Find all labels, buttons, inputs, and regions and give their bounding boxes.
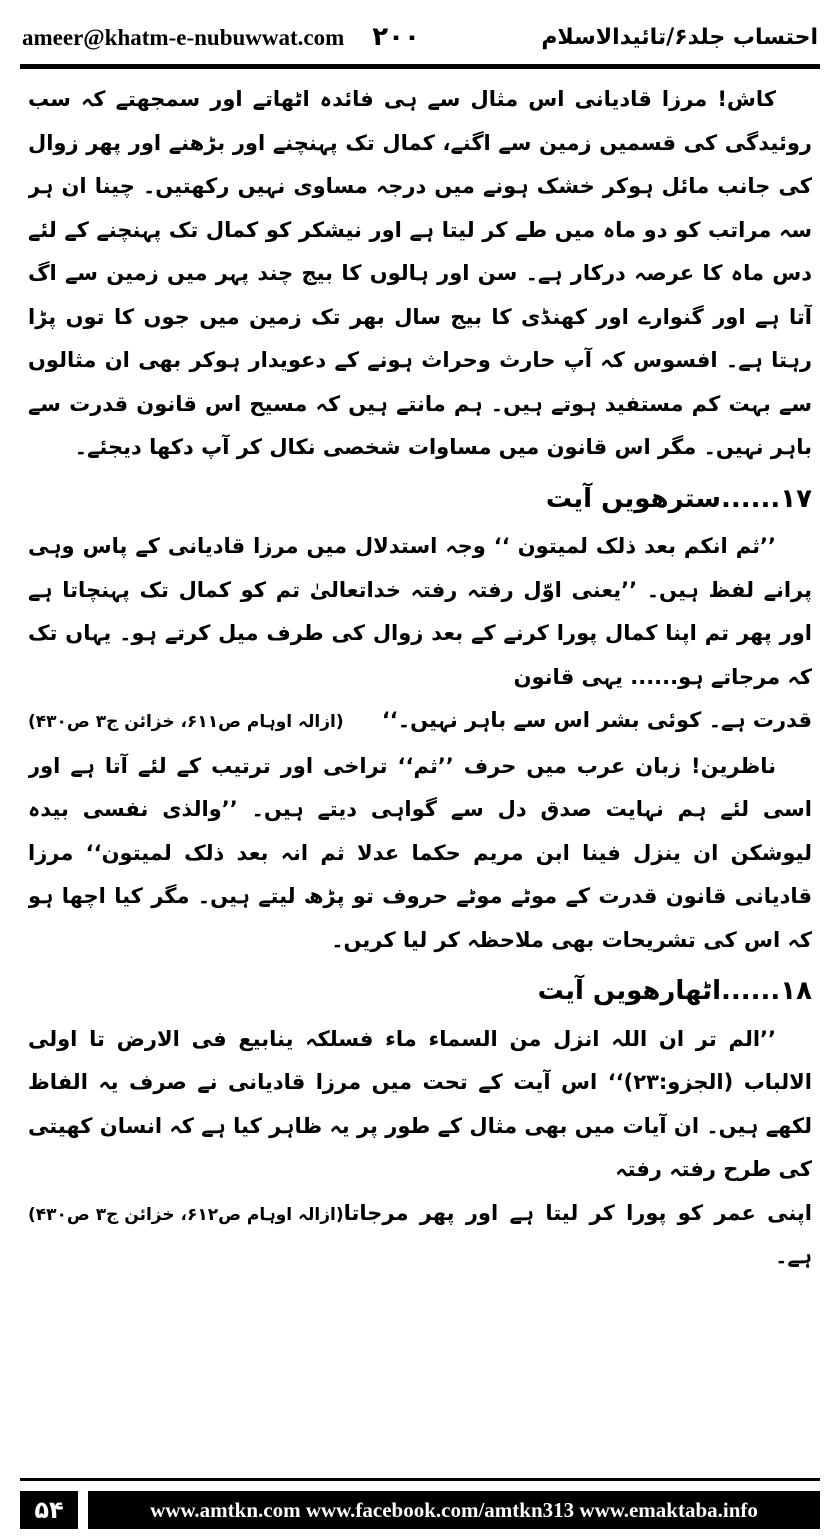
running-title: احتساب جلد۶/تائیدالاسلام — [541, 24, 818, 50]
paragraph-2-closing-line — [28, 699, 812, 745]
paragraph-3: ناظرین! زبان عرب میں حرف ’’ثم‘‘ تراخی اور ترتیب کے لئے آتا ہے اور اسی لئے ہم نہایت صدق دل سے گواہی دیتے ہیں۔ ’’والذی نفسی بیدہ لیوشکن ان ینزل فینا ابن مریم حکما عدلا ثم انہ بعد ذلک لمیتون‘‘ مرزا قادیانی قانون قدرت کے موٹے موٹے حروف تو پڑھ لیتے ہیں۔ مگر کیا اچھا ہو کہ اس کی تشریحات بھی ملاحظہ کر لیا کریں۔ — [28, 753, 812, 952]
page-header — [22, 14, 818, 60]
section-heading-17: ۱۷......سترھویں آیت — [545, 483, 812, 514]
page-body — [28, 78, 812, 1456]
citation-2: (ازالہ اوہام ص۶۱۲، خزائن ج۳ ص۴۳۰) — [28, 1204, 344, 1225]
paragraph-2-last: قدرت ہے۔ کوئی بشر اس سے باہر نہیں۔‘‘ — [381, 708, 812, 732]
header-page-number: ۲۰۰ — [372, 22, 420, 52]
paragraph-4-last: اپنی عمر کو پورا کر لیتا ہے اور پھر مرجاتا ہے۔ — [343, 1200, 812, 1268]
paragraph-1: کاش! مرزا قادیانی اس مثال سے ہی فائدہ اٹھاتے اور سمجھتے کہ سب روئیدگی کی قسمیں زمین سے اگنے، کمال تک پہنچنے اور بڑھنے اور پھر زوال کی جانب مائل ہوکر خشک ہونے میں درجہ مساوی نہیں رکھتیں۔ چینا ان ہر سہ مراتب کو دو ماہ میں طے کر لیتا ہے اور نیشکر کو کمال تک پہنچنے کے لئے دس ماہ کا عرصہ درکار ہے۔ سن اور ہالوں کا بیج چند پہر میں زمین سے اگ آتا ہے اور گنوارے اور کھنڈی کا بیج سال بھر تک زمین میں جوں کا توں پڑا رہتا ہے۔ افسوس کہ آپ حارث وحراث ہونے کے دعویدار ہوکر بھی ان مثالوں سے بہت کم مستفید ہوتے ہیں۔ ہم مانتے ہیں کہ مسیح اس قانون قدرت سے باہر نہیں۔ مگر اس قانون میں مساوات شخصی نکال کر آپ دکھا دیجئے۔ — [28, 87, 812, 459]
paragraph-4-closing-line — [28, 1192, 812, 1279]
header-left — [22, 22, 420, 52]
footer-links: www.amtkn.com www.facebook.com/amtkn313 www.emaktaba.info — [88, 1491, 820, 1529]
header-email: ameer@khatm-e-nubuwwat.com — [22, 25, 345, 50]
page-footer — [20, 1490, 820, 1530]
paragraph-4: ’’الم تر ان اللہ انزل من السماء ماء فسلکہ ینابیع فی الارض تا اولی الالباب (الجزو:۲۳)‘‘ اس آیت کے تحت میں مرزا قادیانی نے صرف یہ الفاظ لکھے ہیں۔ ان آیات میں بھی مثال کے طور پر یہ ظاہر کیا ہے کہ انسان کھیتی کی طرح رفتہ رفتہ — [28, 1026, 812, 1181]
citation-1: (ازالہ اوہام ص۶۱۱، خزائن ج۳ ص۴۳۰) — [28, 712, 344, 732]
header-rule — [20, 64, 820, 69]
paragraph-2: ’’ثم انکم بعد ذلک لمیتون ‘‘ وجہ استدلال میں مرزا قادیانی کے پاس وہی پرانے لفظ ہیں۔ ’’یعنی اوّل رفتہ رفتہ خداتعالیٰ تم کو کمال تک پہنچاتا ہے اور پھر تم اپنا کمال پورا کرنے کے بعد زوال کی طرف میل کرتے ہو۔ یہاں تک کہ مرجاتے ہو...... یہی قانون — [28, 534, 812, 689]
footer-page-number: ۵۴ — [20, 1491, 78, 1529]
footer-rule — [20, 1478, 820, 1481]
section-heading-18: ۱۸......اٹھارھویں آیت — [537, 976, 812, 1006]
